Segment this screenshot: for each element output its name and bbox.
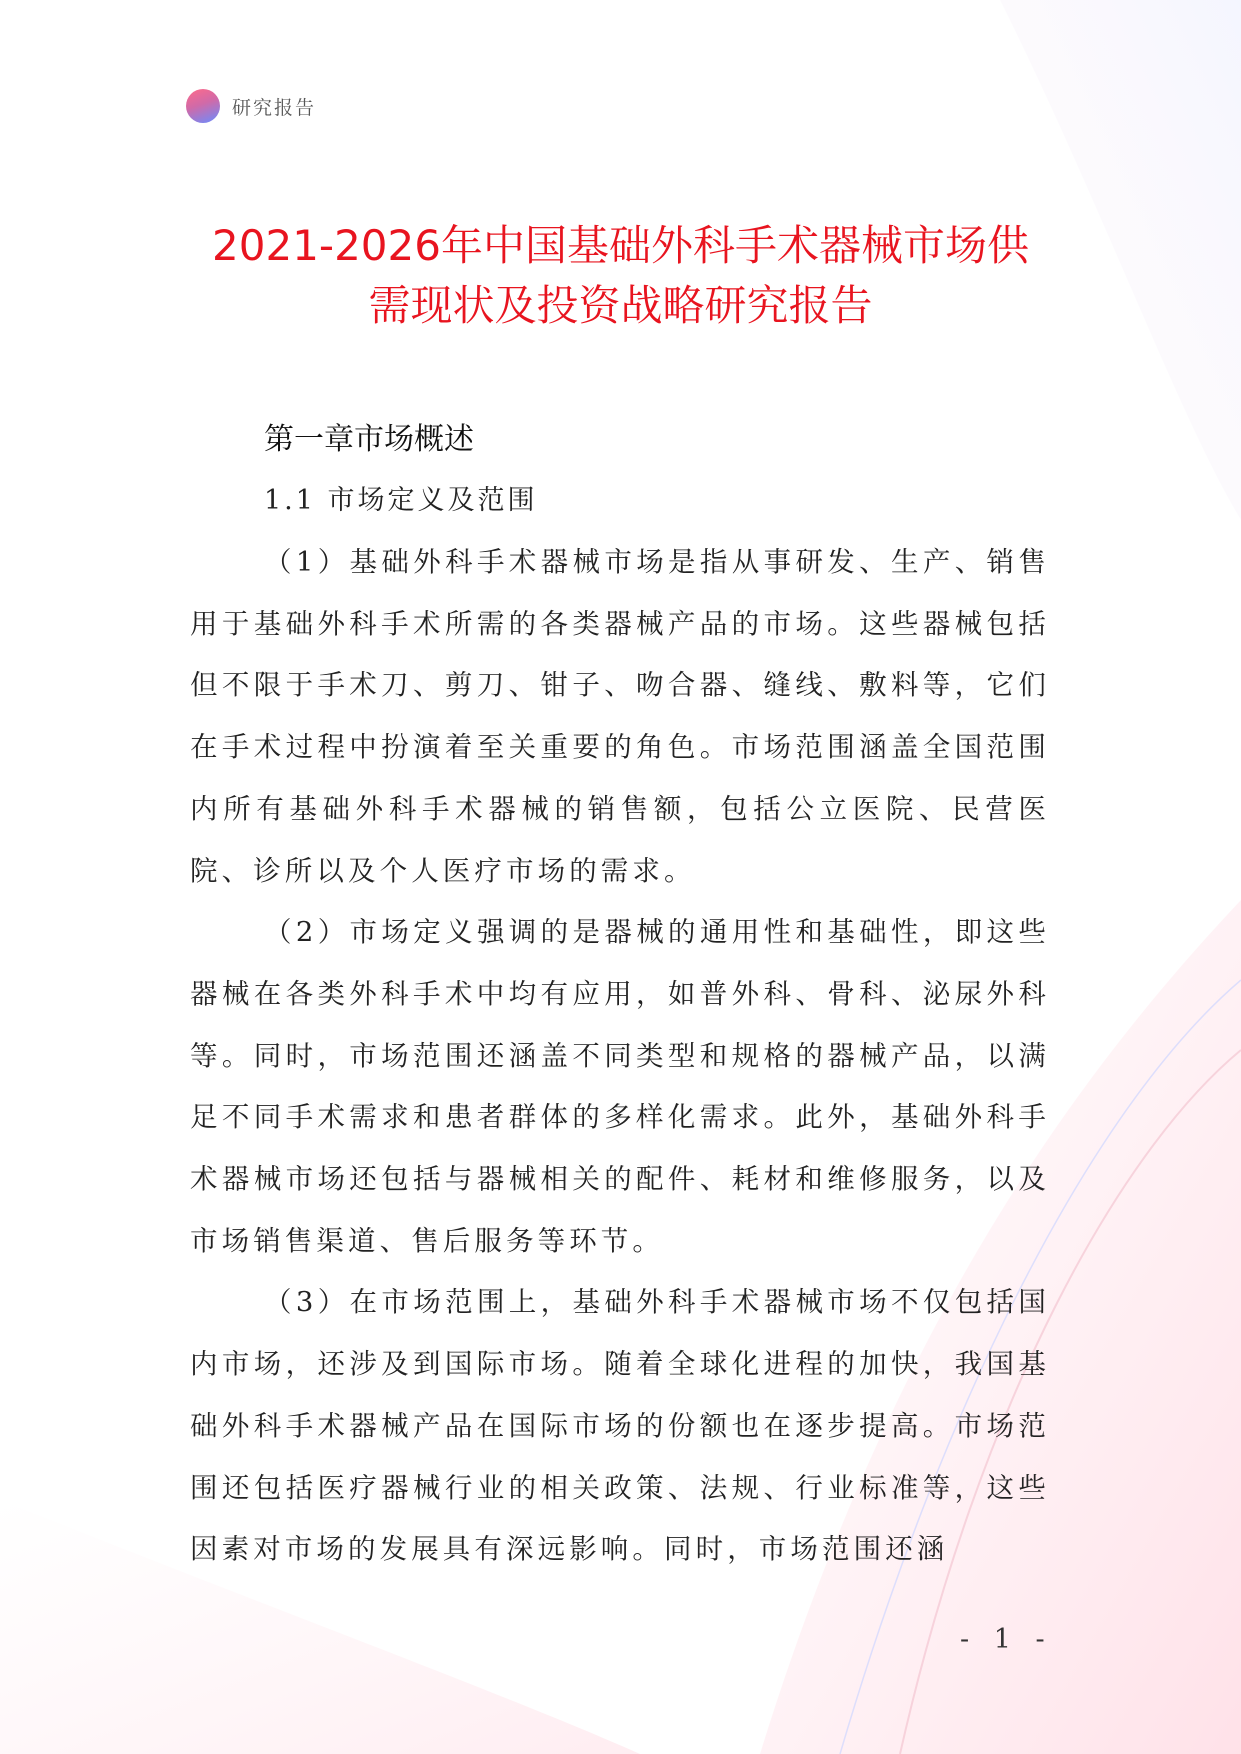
title-line-2: 需现状及投资战略研究报告 bbox=[368, 281, 873, 330]
gradient-circle-logo-icon bbox=[186, 89, 220, 123]
title-line-1: 2021-2026年中国基础外科手术器械市场供 bbox=[212, 221, 1029, 270]
paragraph-3: （3）在市场范围上，基础外科手术器械市场不仅包括国内市场，还涉及到国际市场。随着全球化进程的加快，我国基础外科手术器械产品在国际市场的份额也在逐步提高。市场范围还包括医疗器械行业的相关政策、法规、行业标准等，这些因素对市场的发展具有深远影响。同时，市场范围还涵 bbox=[190, 1286, 1050, 1566]
report-header bbox=[186, 89, 316, 123]
chapter-heading: 第一章市场概述 bbox=[264, 422, 474, 457]
page-number: - 1 - bbox=[960, 1624, 1053, 1655]
paragraph-1: （1）基础外科手术器械市场是指从事研发、生产、销售用于基础外科手术所需的各类器械产品的市场。这些器械包括但不限于手术刀、剪刀、钳子、吻合器、缝线、敷料等，它们在手术过程中扮演着至关重要的角色。市场范围涵盖全国范围内所有基础外科手术器械的销售额，包括公立医院、民营医院、诊所以及个人医疗市场的需求。 bbox=[190, 546, 1050, 887]
document-title bbox=[0, 216, 1241, 336]
paragraph-2: （2）市场定义强调的是器械的通用性和基础性，即这些器械在各类外科手术中均有应用，如普外科、骨科、泌尿外科等。同时，市场范围还涵盖不同类型和规格的器械产品，以满足不同手术需求和患者群体的多样化需求。此外，基础外科手术器械市场还包括与器械相关的配件、耗材和维修服务，以及市场销售渠道、售后服务等环节。 bbox=[190, 916, 1050, 1257]
document-body bbox=[190, 410, 1050, 1581]
section-heading: 1.1 市场定义及范围 bbox=[264, 485, 538, 516]
header-label: 研究报告 bbox=[232, 96, 317, 119]
